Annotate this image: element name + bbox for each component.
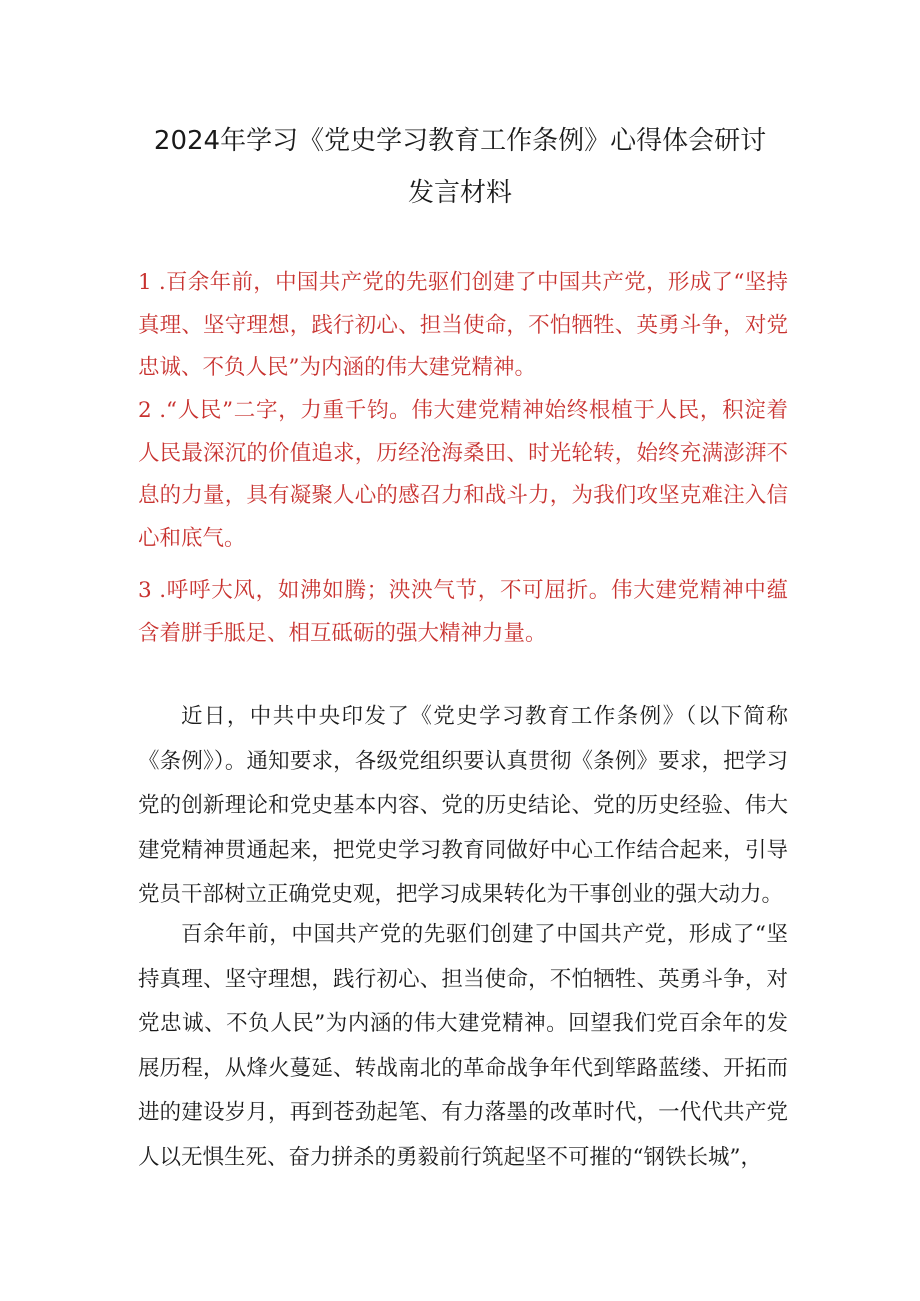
body-paragraph-1: 近日，中共中央印发了《党史学习教育工作条例》（以下简称《条例》）。通知要求，各级党组织要认真贯彻《条例》要求，把学习党的创新理论和党史基本内容、党的历史结论、党的历史经验、伟大建党精神贯通起来，把党史学习教育同做好中心工作结合起来，引导党员干部树立正确党史观，把学习成果转化为干事创业的强大动力。 bbox=[138, 704, 788, 907]
document-title-line-2: 发言材料 bbox=[407, 178, 512, 208]
document-title-line-1: 2024年学习《党史学习教育工作条例》心得体会研讨 bbox=[153, 126, 767, 156]
body-paragraph-2: 百余年前，中国共产党的先驱们创建了中国共产党，形成了“坚持真理、坚守理想，践行初心、担当使命，不怕牺牲、英勇斗争，对党忠诚、不负人民”为内涵的伟大建党精神。回望我们党百余年的发展历程，从烽火蔓延、转战南北的革命战争年代到筚路蓝缕、开拓而进的建设岁月，再到苍劲起笔、有力落墨的改革时代，一代代共产党人以无惧生死、奋力拼杀的勇毅前行筑起坚不可摧的“钢铁长城”， bbox=[138, 922, 788, 1170]
highlight-item-2: 2 .“人民”二字，力重千钧。伟大建党精神始终根植于人民，积淀着人民最深沉的价值追求，历经沧海桑田、时光轮转，始终充满澎湃不息的力量，具有凝聚人心的感召力和战斗力，为我们攻坚克难注入信心和底气。 bbox=[138, 398, 788, 551]
highlight-item-3: 3 .呼呼大风，如沸如腾；泱泱气节，不可屈折。伟大建党精神中蕴含着胼手胝足、相互砥砺的强大精神力量。 bbox=[138, 578, 788, 646]
highlight-item-1: 1 .百余年前，中国共产党的先驱们创建了中国共产党，形成了“坚持真理、坚守理想，践行初心、担当使命，不怕牺牲、英勇斗争，对党忠诚、不负人民”为内涵的伟大建党精神。 bbox=[138, 270, 788, 380]
